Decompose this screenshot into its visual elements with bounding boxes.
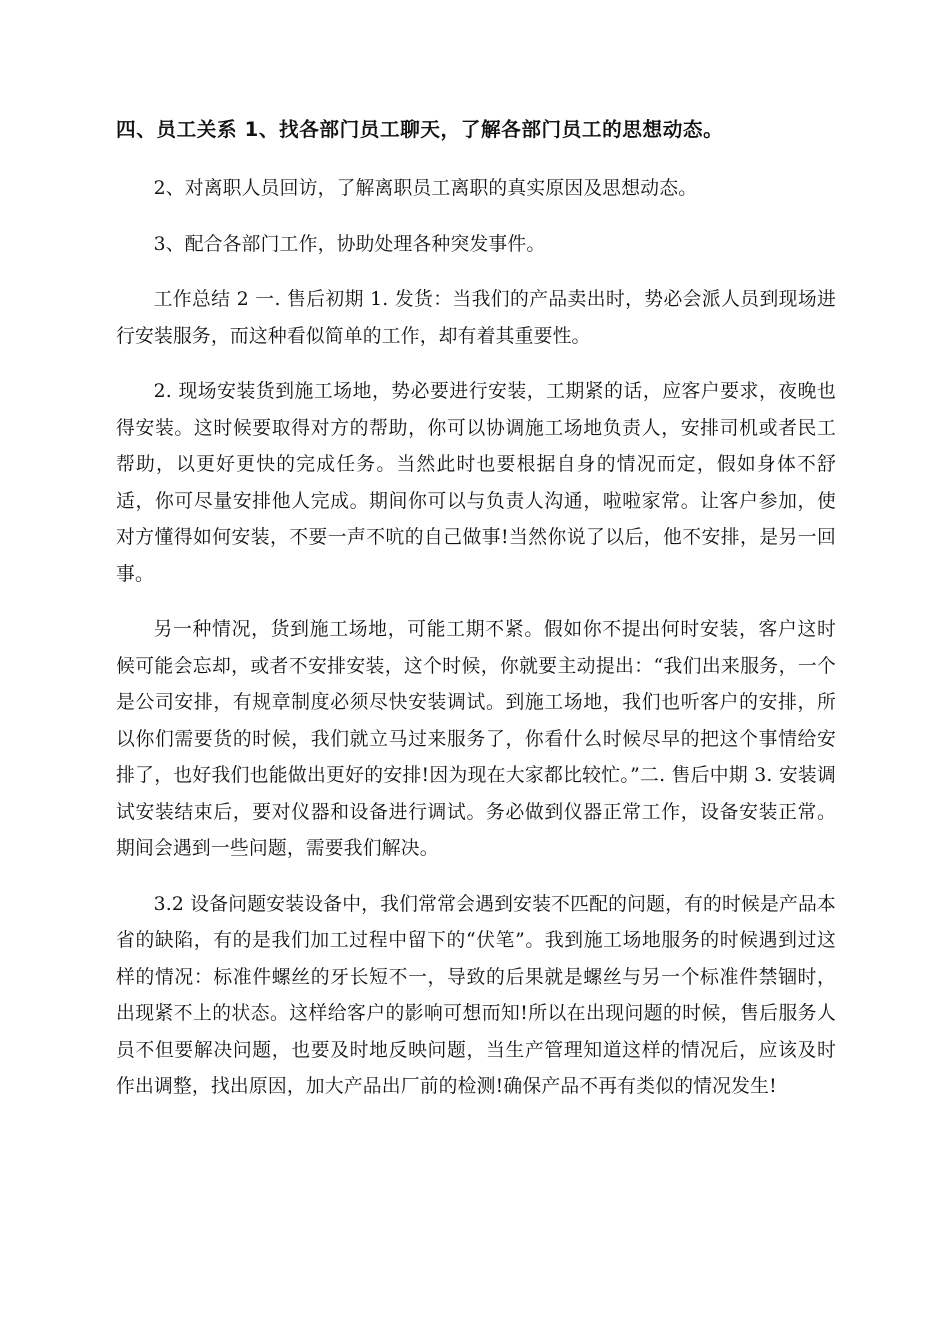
document-body bbox=[116, 112, 836, 1125]
paragraph-another-situation: 另一种情况，货到施工场地，可能工期不紧。假如你不提出何时安装，客户这时候可能会忘却，或者不安排安装，这个时候，你就要主动提出：“我们出来服务，一个是公司安排，有规章制度必须尽快安装调试。到施工场地，我们也听客户的安排，所以你们需要货的时候，我们就立马过来服务了，你看什么时候尽早的把这个事情给安排了，也好我们也能做出更好的安排!因为现在大家都比较忙。”二. 售后中期 3. 安装调试安装结束后，要对仪器和设备进行调试。务必做到仪器正常工作，设备安装正常。期间会遇到一些问题，需要我们解决。 bbox=[116, 619, 836, 859]
paragraph-after-sales-early: 工作总结 2 一. 售后初期 1. 发货：当我们的产品卖出时，势必会派人员到现场进行安装服务，而这种看似简单的工作，却有着其重要性。 bbox=[116, 289, 836, 347]
paragraph-equipment-problems: 3.2 设备问题安装设备中，我们常常会遇到安装不匹配的问题，有的时候是产品本省的缺陷，有的是我们加工过程中留下的“伏笔”。我到施工场地服务的时候遇到过这样的情况：标准件螺丝的牙长短不一，导致的后果就是螺丝与另一个标准件禁锢时，出现紧不上的状态。这样给客户的影响可想而知!所以在出现问题的时候，售后服务人员不但要解决问题，也要及时地反映问题，当生产管理知道这样的情况后，应该及时作出调整，找出原因，加大产品出厂前的检测!确保产品不再有类似的情况发生! bbox=[116, 893, 836, 1097]
paragraph-cooperation: 3、配合各部门工作，协助处理各种突发事件。 bbox=[153, 233, 546, 255]
paragraph-on-site-installation: 2. 现场安装货到施工场地，势必要进行安装，工期紧的话，应客户要求，夜晚也得安装。这时候要取得对方的帮助，你可以协调施工场地负责人，安排司机或者民工帮助，以更好更快的完成任务。当然此时也要根据自身的情况而定，假如身体不舒适，你可尽量安排他人完成。期间你可以与负责人沟通，啦啦家常。让客户参加，使对方懂得如何安装，不要一声不吭的自己做事!当然你说了以后，他不安排，是另一回事。 bbox=[116, 381, 836, 585]
paragraph-exit-interview: 2、对离职人员回访，了解离职员工离职的真实原因及思想动态。 bbox=[153, 178, 698, 199]
section-heading: 四、员工关系 1、找各部门员工聊天，了解各部门员工的思想动态。 bbox=[116, 118, 724, 141]
